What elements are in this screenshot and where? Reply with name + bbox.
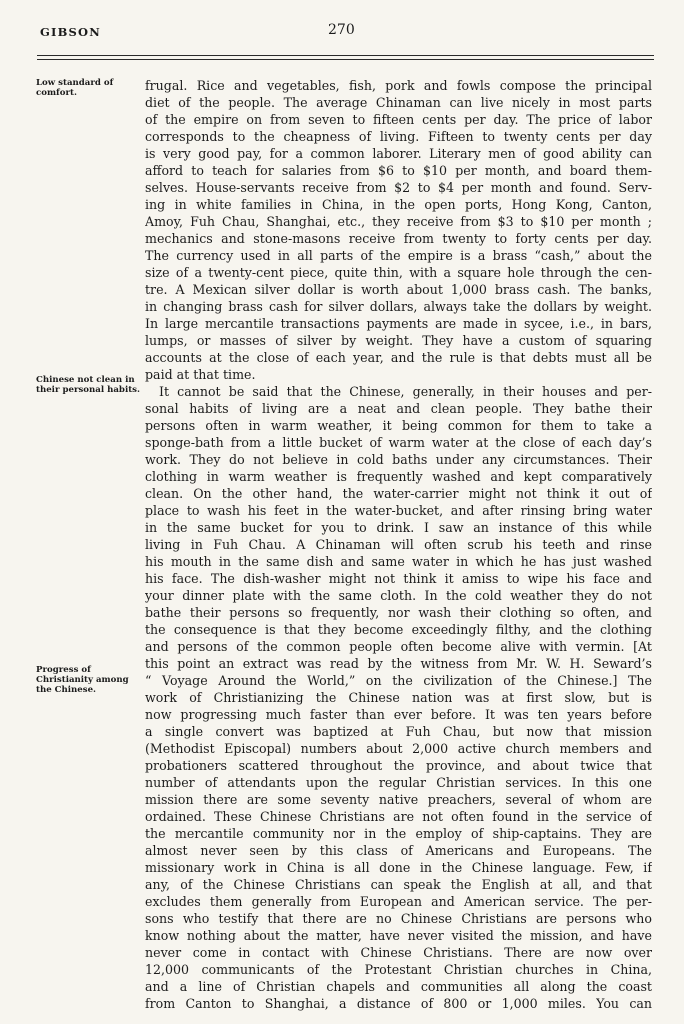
body-line: probationers scattered throughout the province, and about twice that xyxy=(145,758,652,773)
body-line: sons who testify that there are no Chinese Christians are persons who xyxy=(145,911,652,926)
body-line: diet of the people. The average Chinaman can live nicely in most parts xyxy=(145,95,652,110)
body-line: living in Fuh Chau. A Chinaman will often scrub his teeth and rinse xyxy=(145,537,652,552)
body-line: “ Voyage Around the World,” on the civilization of the Chinese.] The xyxy=(145,673,652,688)
body-line: almost never seen by this class of Americans and Europeans. The xyxy=(145,843,652,858)
body-line: tre. A Mexican silver dollar is worth about 1,000 brass cash. The banks, xyxy=(145,282,652,297)
body-line: in changing brass cash for silver dollars, always take the dollars by weight. xyxy=(145,299,652,314)
body-line: corresponds to the cheapness of living. Fifteen to twenty cents per day xyxy=(145,129,652,144)
body-line: missionary work in China is all done in the Chinese language. Few, if xyxy=(145,860,652,875)
body-line: know nothing about the matter, have never visited the mission, and have xyxy=(145,928,652,943)
body-line: lumps, or masses of silver by weight. They have a custom of squaring xyxy=(145,333,652,348)
body-line: of the empire on from seven to fifteen cents per day. The price of labor xyxy=(145,112,652,127)
body-line: clothing in warm weather is frequently washed and kept comparatively xyxy=(145,469,652,484)
body-line: sponge-bath from a little bucket of warm water at the close of each day’s xyxy=(145,435,652,450)
margin-note-not-clean: Chinese not clean in their personal habits. xyxy=(36,375,141,395)
body-line: the consequence is that they become exceedingly filthy, and the clothing xyxy=(145,622,652,637)
page-header xyxy=(0,22,684,44)
body-line: mission there are some seventy native preachers, several of whom are xyxy=(145,792,652,807)
running-head: GIBSON xyxy=(40,25,101,39)
body-text xyxy=(145,77,652,1012)
body-line: is very good pay, for a common laborer. Literary men of good ability can xyxy=(145,146,652,161)
header-rule-bottom xyxy=(37,59,654,60)
body-line: Amoy, Fuh Chau, Shanghai, etc., they receive from $3 to $10 per month ; xyxy=(145,214,652,229)
page-number: 270 xyxy=(328,22,355,38)
body-line: his mouth in the same dish and same water in which he has just washed xyxy=(145,554,652,569)
body-line: ordained. These Chinese Christians are not often found in the service of xyxy=(145,809,652,824)
body-line: number of attendants upon the regular Christian services. In this one xyxy=(145,775,652,790)
body-line: place to wash his feet in the water-bucket, and after rinsing bring water xyxy=(145,503,652,518)
margin-note-christianity: Progress of Christianity among the Chinese. xyxy=(36,665,129,695)
body-line: sonal habits of living are a neat and clean people. They bathe their xyxy=(145,401,652,416)
body-line: the mercantile community nor in the employ of ship-captains. They are xyxy=(145,826,652,841)
body-line: now progressing much faster than ever before. It was ten years before xyxy=(145,707,652,722)
body-line: selves. House-servants receive from $2 to $4 per month and found. Serv- xyxy=(145,180,652,195)
body-line: accounts at the close of each year, and the rule is that debts must all be xyxy=(145,350,652,365)
body-line: any, of the Chinese Christians can speak the English at all, and that xyxy=(145,877,652,892)
body-line: his face. The dish-washer might not think it amiss to wipe his face and xyxy=(145,571,652,586)
header-rule-top xyxy=(37,55,654,56)
body-line: (Methodist Episcopal) numbers about 2,000 active church members and xyxy=(145,741,652,756)
body-line: It cannot be said that the Chinese, generally, in their houses and per- xyxy=(159,384,652,399)
body-line: and a line of Christian chapels and communities all along the coast xyxy=(145,979,652,994)
body-line: and persons of the common people often become alive with vermin. [At xyxy=(145,639,652,654)
body-line: frugal. Rice and vegetables, fish, pork and fowls compose the principal xyxy=(145,78,652,93)
body-line: afford to teach for salaries from $6 to $10 per month, and board them- xyxy=(145,163,652,178)
body-line: work of Christianizing the Chinese nation was at first slow, but is xyxy=(145,690,652,705)
body-line: mechanics and stone-masons receive from twenty to forty cents per day. xyxy=(145,231,652,246)
body-line: never come in contact with Chinese Christians. There are now over xyxy=(145,945,652,960)
body-line: bathe their persons so frequently, nor wash their clothing so often, and xyxy=(145,605,652,620)
body-line: persons often in warm weather, it being common for them to take a xyxy=(145,418,652,433)
body-line: size of a twenty-cent piece, quite thin, with a square hole through the cen- xyxy=(145,265,652,280)
body-line: In large mercantile transactions payments are made in sycee, i.e., in bars, xyxy=(145,316,652,331)
body-line: your dinner plate with the same cloth. In the cold weather they do not xyxy=(145,588,652,603)
body-line: clean. On the other hand, the water-carrier might not think it out of xyxy=(145,486,652,501)
body-line: 12,000 communicants of the Protestant Christian churches in China, xyxy=(145,962,652,977)
margin-note-low-standard: Low standard of comfort. xyxy=(36,78,114,98)
body-line: from Canton to Shanghai, a distance of 800 or 1,000 miles. You can xyxy=(145,996,652,1011)
body-line: in the same bucket for you to drink. I saw an instance of this while xyxy=(145,520,652,535)
body-line: ing in white families in China, in the open ports, Hong Kong, Canton, xyxy=(145,197,652,212)
body-line: this point an extract was read by the witness from Mr. W. H. Seward’s xyxy=(145,656,652,671)
body-line: The currency used in all parts of the empire is a brass “cash,” about the xyxy=(145,248,652,263)
body-line: a single convert was baptized at Fuh Chau, but now that mission xyxy=(145,724,652,739)
body-line: excludes them generally from European and American service. The per- xyxy=(145,894,652,909)
body-line: work. They do not believe in cold baths under any circumstances. Their xyxy=(145,452,652,467)
body-line: paid at that time. xyxy=(145,367,256,382)
